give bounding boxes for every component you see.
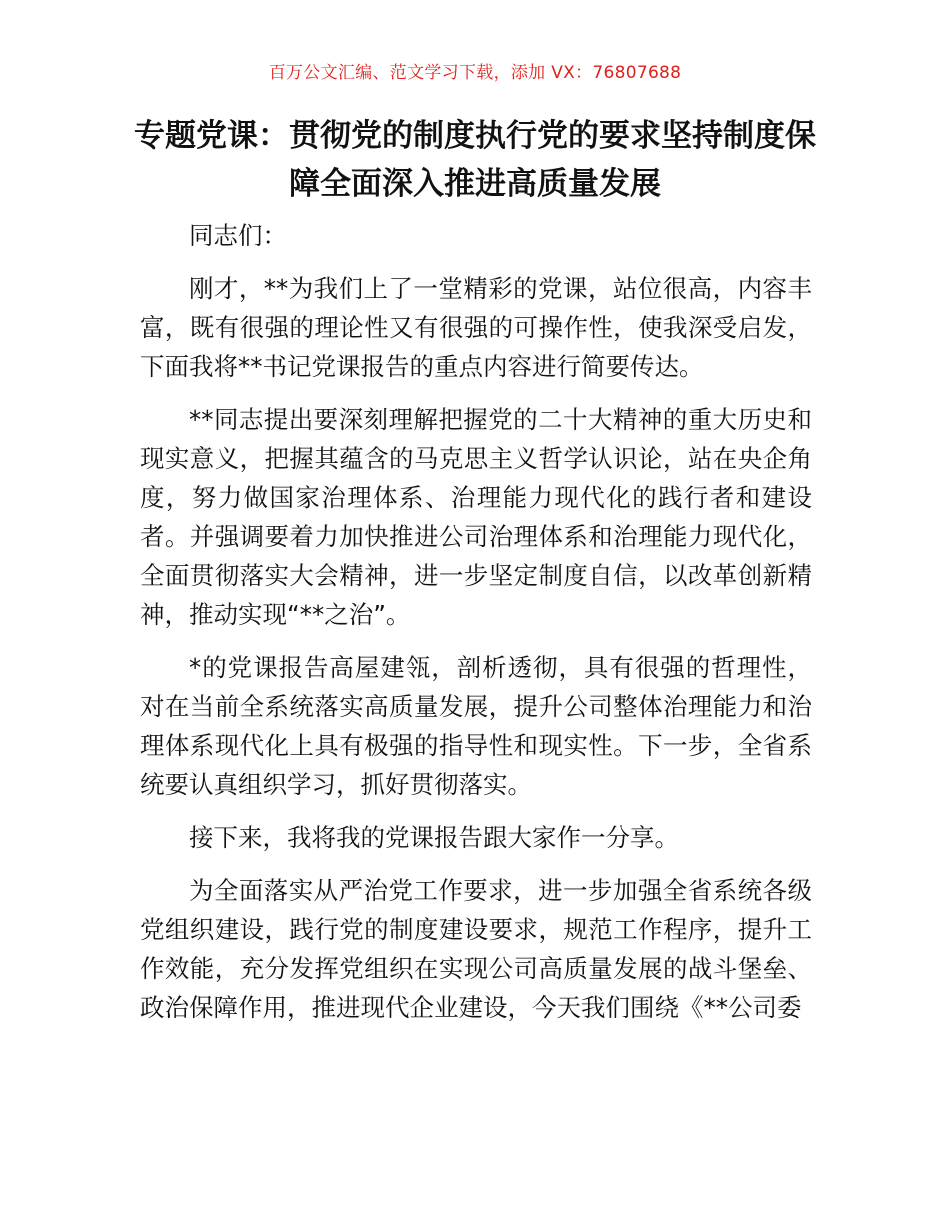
header-watermark-note: 百万公文汇编、范文学习下载，添加 VX：76807688 xyxy=(268,63,682,83)
body-paragraph: 接下来，我将我的党课报告跟大家作一分享。 xyxy=(189,823,679,852)
salutation-paragraph: 同志们： xyxy=(189,221,287,250)
body-paragraph: *的党课报告高屋建瓴，剖析透彻，具有很强的哲理性，对在当前全系统落实高质量发展，提升公司整体治理能力和治理体系现代化上具有极强的指导性和现实性。下一步，全省系统要认真组织学习，抓好贯彻落实。 xyxy=(140,653,812,799)
body-paragraph: 刚才，**为我们上了一堂精彩的党课，站位很高，内容丰富，既有很强的理论性又有很强的可操作性，使我深受启发，下面我将**书记党课报告的重点内容进行简要传达。 xyxy=(140,274,812,381)
body-paragraph: 为全面落实从严治党工作要求，进一步加强全省系统各级党组织建设，践行党的制度建设要求，规范工作程序，提升工作效能，充分发挥党组织在实现公司高质量发展的战斗堡垒、政治保障作用，推进现代企业建设，今天我们围绕《**公司委 xyxy=(140,876,812,1022)
document-title: 专题党课：贯彻党的制度执行党的要求坚持制度保障全面深入推进高质量发展 xyxy=(134,118,816,202)
body-paragraph: **同志提出要深刻理解把握党的二十大精神的重大历史和现实意义，把握其蕴含的马克思主义哲学认识论，站在央企角度，努力做国家治理体系、治理能力现代化的践行者和建设者。并强调要着力加快推进公司治理体系和治理能力现代化，全面贯彻落实大会精神，进一步坚定制度自信，以改革创新精神，推动实现“**之治”。 xyxy=(140,405,812,629)
document-body xyxy=(140,216,812,1041)
